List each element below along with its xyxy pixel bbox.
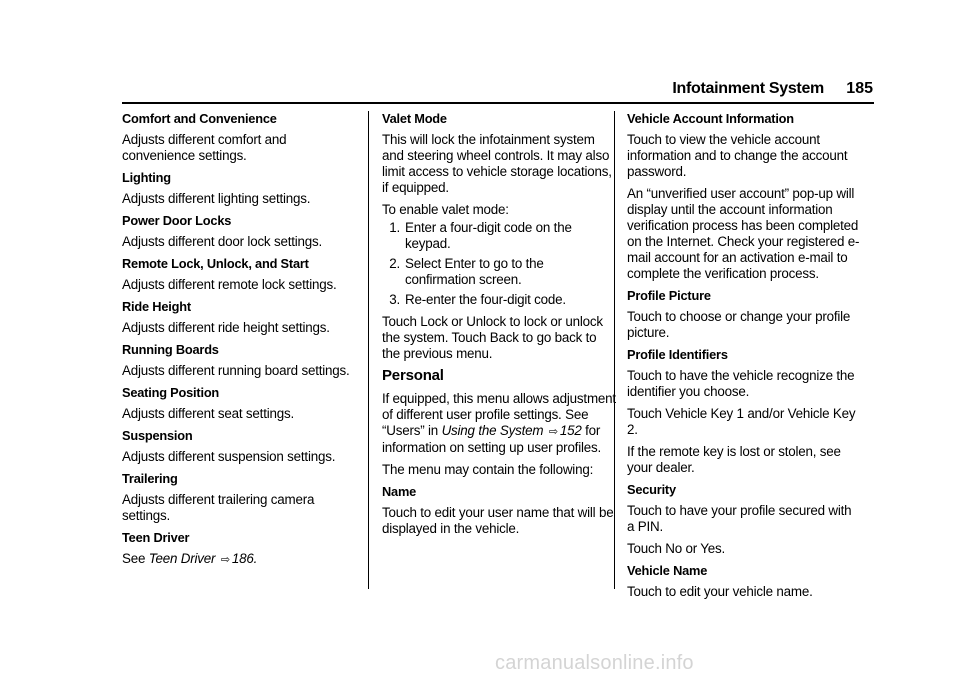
using-system-link[interactable]: Using the System bbox=[441, 423, 544, 438]
profile-identifiers-text-1: Touch to have the vehicle recognize the identifier you choose. bbox=[627, 368, 855, 399]
teen-driver-link[interactable]: Teen Driver bbox=[148, 551, 216, 566]
menu-text: The menu may contain the following: bbox=[382, 462, 594, 477]
item-title: Seating Position bbox=[122, 385, 220, 400]
valet-title: Valet Mode bbox=[382, 111, 447, 126]
list-item: 1. Enter a four-digit code on the keypad. bbox=[389, 220, 572, 251]
item-title: Running Boards bbox=[122, 342, 219, 357]
page-reference-arrow-icon: ⇨ bbox=[548, 426, 558, 438]
item-text: Adjusts different seat settings. bbox=[122, 406, 294, 421]
using-system-page[interactable]: 152 bbox=[559, 423, 582, 438]
list-item: 2. Select Enter to go to the confirmation screen. bbox=[389, 256, 544, 287]
column-1 bbox=[122, 111, 357, 574]
profile-identifiers-text-2: Touch Vehicle Key 1 and/or Vehicle Key 2. bbox=[627, 406, 856, 437]
item-text: Adjusts different suspension settings. bbox=[122, 449, 336, 464]
column-3 bbox=[627, 111, 862, 606]
item-title: Trailering bbox=[122, 471, 178, 486]
valet-text: This will lock the infotainment system and steering wheel controls. It may also limit access to vehicle storage locations, if equipped. bbox=[382, 132, 612, 195]
section-title: Infotainment System bbox=[672, 80, 824, 97]
personal-heading: Personal bbox=[382, 367, 444, 384]
profile-identifiers-text-3: If the remote key is lost or stolen, see your dealer. bbox=[627, 444, 841, 475]
profile-picture-title: Profile Picture bbox=[627, 288, 711, 303]
page-header bbox=[0, 80, 960, 104]
security-title: Security bbox=[627, 482, 676, 497]
teen-driver-ref bbox=[122, 551, 357, 568]
vehicle-name-text: Touch to edit your vehicle name. bbox=[627, 584, 813, 599]
vai-text-2: An “unverified user account” pop-up will display until the account information verification process has been completed on the Internet. Check your registered e-mail account for an activation e-mail to complete the verification process. bbox=[627, 186, 860, 281]
profile-identifiers-title: Profile Identifiers bbox=[627, 347, 728, 362]
item-text: Adjusts different door lock settings. bbox=[122, 234, 323, 249]
personal-text: If equipped, this menu allows adjustment of different user profile settings. See “Users” in Using the System ⇨ 152 for information on setting up user profiles. bbox=[382, 391, 616, 455]
see-text: See bbox=[122, 551, 146, 566]
watermark: carmanualsonline.info bbox=[495, 652, 694, 674]
security-text-2: Touch No or Yes. bbox=[627, 541, 726, 556]
name-text: Touch to edit your user name that will be displayed in the vehicle. bbox=[382, 505, 614, 536]
profile-picture-text: Touch to choose or change your profile picture. bbox=[627, 309, 851, 340]
item-title: Lighting bbox=[122, 170, 171, 185]
item-text: Adjusts different trailering camera settings. bbox=[122, 492, 315, 523]
teen-driver-page[interactable]: 186. bbox=[231, 551, 258, 566]
page-reference-arrow-icon: ⇨ bbox=[220, 554, 230, 566]
item-title: Ride Height bbox=[122, 299, 191, 314]
enable-text: To enable valet mode: bbox=[382, 202, 509, 217]
column-divider bbox=[368, 111, 369, 589]
item-text: Adjusts different running board settings. bbox=[122, 363, 350, 378]
vehicle-name-title: Vehicle Name bbox=[627, 563, 708, 578]
item-title: Suspension bbox=[122, 428, 193, 443]
item-text: Adjusts different lighting settings. bbox=[122, 191, 311, 206]
security-text-1: Touch to have your profile secured with a PIN. bbox=[627, 503, 852, 534]
page-number: 185 bbox=[846, 80, 873, 97]
item-text: Adjusts different comfort and convenience settings. bbox=[122, 132, 287, 163]
item-title: Power Door Locks bbox=[122, 213, 232, 228]
valet-steps bbox=[382, 220, 617, 308]
vai-title: Vehicle Account Information bbox=[627, 111, 794, 126]
header-rule bbox=[122, 102, 874, 104]
item-text: Adjusts different remote lock settings. bbox=[122, 277, 337, 292]
column-2 bbox=[382, 111, 617, 543]
vai-text-1: Touch to view the vehicle account information and to change the account password. bbox=[627, 132, 848, 179]
item-text: Adjusts different ride height settings. bbox=[122, 320, 330, 335]
list-item: 3. Re-enter the four-digit code. bbox=[389, 292, 566, 307]
name-title: Name bbox=[382, 484, 417, 499]
item-title: Comfort and Convenience bbox=[122, 111, 277, 126]
item-title: Remote Lock, Unlock, and Start bbox=[122, 256, 309, 271]
item-title: Teen Driver bbox=[122, 530, 190, 545]
lock-text: Touch Lock or Unlock to lock or unlock the system. Touch Back to go back to the previous menu. bbox=[382, 314, 603, 361]
